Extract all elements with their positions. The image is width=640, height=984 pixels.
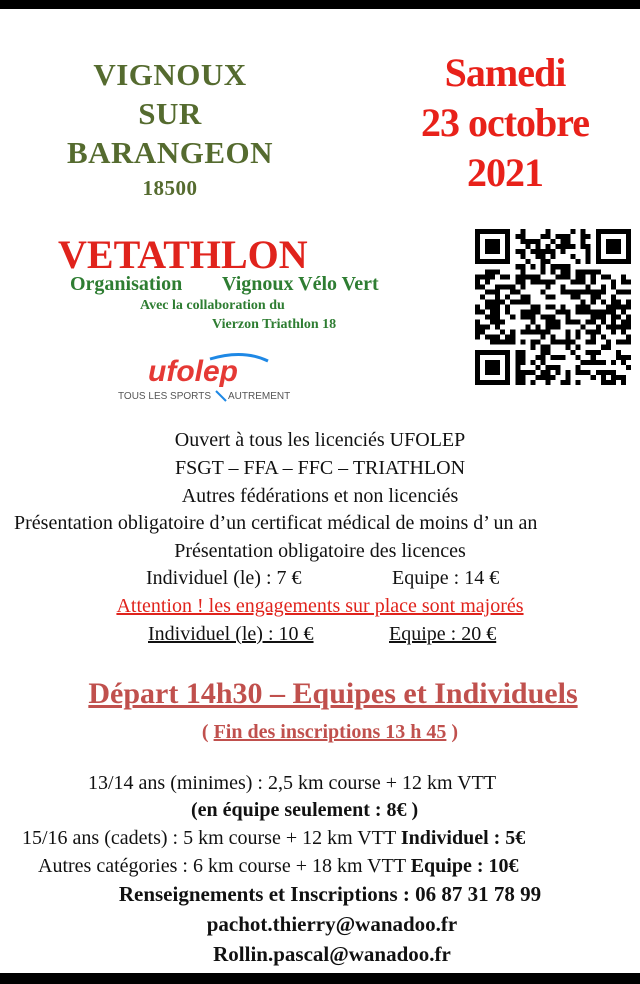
ufolep-logo [118,349,328,409]
category-minimes: 13/14 ans (minimes) : 2,5 km course + 12 km VTT [88,772,497,794]
postcode: 18500 [142,176,198,200]
fin-close: ) [446,721,459,743]
category-cadets-price: Individuel : 5€ [400,827,526,849]
info-line4: Présentation obligatoire d’un certificat médical de moins d’ un an [14,512,538,534]
contact-heading: Renseignements et Inscriptions : 06 87 31 78 99 [118,882,542,906]
category-autres [38,855,519,878]
organisation-name: Vignoux Vélo Vert [222,273,379,295]
collab-line1: Avec la collaboration du [140,298,285,313]
ufolep-tagline-left: TOUS LES SPORTS [118,391,211,402]
collab-line2: Vierzon Triathlon 18 [212,317,337,332]
fin-open: ( [201,721,214,743]
info-line5: Présentation obligatoire des licences [174,540,466,562]
contact-email1[interactable]: pachot.thierry@wanadoo.fr [206,912,458,936]
fin-text: Fin des inscriptions 13 h 45 [213,721,447,743]
qr-code-icon [470,224,636,390]
contact-email2[interactable]: Rollin.pascal@wanadoo.fr [213,942,451,966]
price-individual: Individuel (le) : 7 € [146,567,302,589]
category-autres-text: Autres catégories : 6 km course + 18 km VTT [38,855,411,877]
location-line1: VIGNOUX [93,57,247,92]
date-year: 2021 [467,150,543,195]
category-cadets-text: 15/16 ans (cadets) : 5 km course + 12 km VTT [22,827,401,849]
info-line3: Autres fédérations et non licenciés [181,485,459,507]
depart-heading: Départ 14h30 – Equipes et Individuels [88,677,578,710]
price-team: Equipe : 14 € [392,567,500,589]
category-autres-price: Equipe : 10€ [410,855,519,877]
fin-inscriptions [0,721,640,744]
late-price-individual: Individuel (le) : 10 € [148,623,314,645]
event-title: VETATHLON [58,232,308,277]
category-cadets [22,827,525,850]
attention-note: Attention ! les engagements sur place sont majorés [116,595,524,617]
location-line3: BARANGEON [66,135,273,170]
location-line2: SUR [138,96,202,131]
ufolep-tagline-right: AUTREMENT [228,391,291,402]
late-price-team: Equipe : 20 € [389,623,497,645]
info-line2: FSGT – FFA – FFC – TRIATHLON [174,457,466,479]
date-date: 23 octobre [420,100,590,145]
info-line1: Ouvert à tous les licenciés UFOLEP [174,429,466,451]
date-day: Samedi [444,50,566,95]
organisation-label: Organisation [70,273,183,295]
ufolep-logo-text: ufolep [148,355,238,388]
category-minimes-note: (en équipe seulement : 8€ ) [191,799,419,821]
event-flyer [0,9,640,973]
